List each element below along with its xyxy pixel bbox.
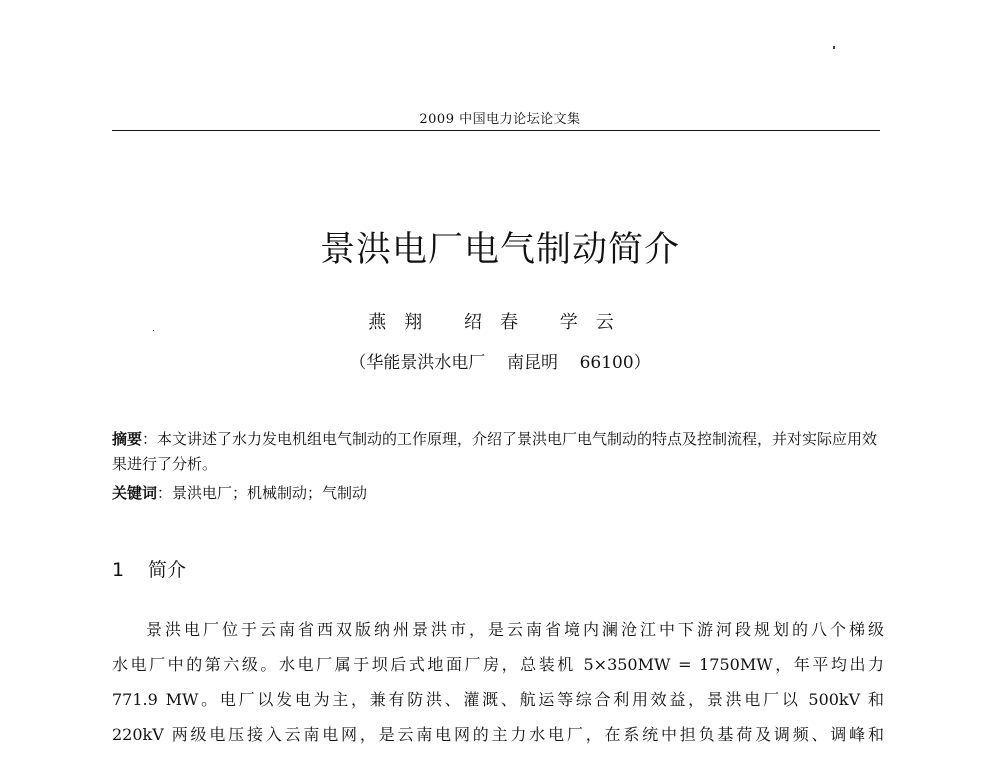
paper-title: 景洪电厂电气制动简介 (319, 230, 680, 270)
abstract-text: ：本文讲述了水力发电机组电气制动的工作原理，介绍了景洪电厂电气制动的特点及控制流程，并对实际应用效果进行了分析。 (112, 430, 878, 473)
paper-authors: 燕翔 绍春 学云 (368, 312, 632, 333)
section-body (112, 612, 884, 752)
section-heading (112, 555, 186, 582)
body-line: 220kV 两级电压接入云南电网，是云南电网的主力水电厂，在系统中担负基荷及调频、调峰和 (112, 725, 884, 744)
keywords (112, 482, 882, 504)
abstract (112, 427, 882, 477)
body-line: 水电厂中的第六级。水电厂属于坝后式地面厂房，总装机 5×350MW = 1750MW，年平均出力 (112, 655, 884, 674)
running-header: 2009 中国电力论坛论文集 (419, 112, 581, 127)
body-line: 771.9 MW。电厂以发电为主，兼有防洪、灌溉、航运等综合利用效益，景洪电厂以 500kV 和 (112, 690, 884, 709)
keywords-label: 关键词 (112, 484, 158, 502)
abstract-label: 摘要 (112, 430, 143, 448)
section-number: 1 (112, 559, 125, 581)
header-rule (112, 130, 880, 131)
scan-speck (833, 46, 835, 49)
body-line: 景洪电厂位于云南省西双版纳州景洪市，是云南省境内澜沧江中下游河段规划的八个梯级 (146, 620, 884, 639)
section-title: 简介 (148, 559, 187, 581)
paper-affiliation: （华能景洪水电厂 南昆明 66100） (349, 353, 651, 373)
keywords-text: ：景洪电厂；机械制动；气制动 (157, 484, 368, 502)
